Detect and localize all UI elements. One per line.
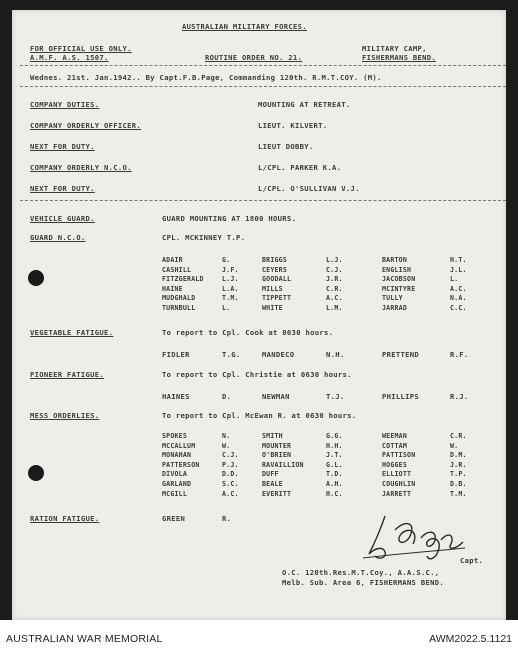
initial: T.M. (222, 294, 239, 303)
name: JARRETT (382, 489, 412, 498)
guard-surnames (162, 256, 204, 314)
initial: D.M. (450, 451, 467, 460)
ration-fatigue-label: RATION FATIGUE. (30, 514, 100, 523)
initial: N.H. (326, 350, 345, 359)
initial: N.A. (450, 294, 467, 303)
name: HOGGES (382, 460, 408, 469)
punch-hole (28, 270, 44, 286)
duty-label: COMPANY DUTIES. (30, 100, 100, 109)
name: COTTAM (382, 441, 408, 450)
name: PATTISON (382, 451, 416, 460)
signatory-location: Melb. Sub. Area 6, FISHERMANS BEND. (282, 578, 444, 587)
initial: J.R. (450, 460, 467, 469)
initial: T.M. (450, 489, 467, 498)
vehicle-guard-value: GUARD MOUNTING AT 1800 HOURS. (162, 214, 297, 223)
name: O'BRIEN (262, 451, 292, 460)
date-line: Wednes. 21st. Jan.1942.. By Capt.F.B.Page, Commanding 120th. R.M.T.COY. (M). (30, 73, 382, 82)
initial: D.D. (222, 470, 239, 479)
vehicle-guard-label: VEHICLE GUARD. (30, 214, 95, 223)
initial: A.C. (450, 284, 467, 293)
name: TURNBULL (162, 303, 196, 312)
initial: G. (222, 256, 231, 264)
name: MCGILL (162, 489, 188, 498)
name: PHILLIPS (382, 392, 420, 401)
mess-orderlies-label: MESS ORDERLIES. (30, 411, 100, 420)
vegetable-fatigue-instruction: To report to Cpl. Cook at 0630 hours. (162, 328, 334, 337)
name: JACOBSON (382, 275, 416, 284)
name: GARLAND (162, 479, 192, 488)
vegetable-fatigue-label: VEGETABLE FATIGUE. (30, 328, 114, 337)
initial: T.D. (326, 470, 343, 479)
initial: C.J. (326, 265, 343, 274)
initial: L. (450, 275, 459, 284)
name: CASHILL (162, 265, 192, 274)
name: PATTERSON (162, 460, 200, 469)
handwritten-signature (355, 508, 475, 568)
initial: J.R. (326, 275, 343, 284)
name: FITZGERALD (162, 275, 204, 284)
name: COUGHLIN (382, 479, 416, 488)
name: JARRAD (382, 303, 408, 312)
mess-initials (450, 432, 467, 499)
name: BARTON (382, 256, 408, 264)
name: TULLY (382, 294, 403, 303)
guard-surnames (382, 256, 415, 314)
name: TIPPETT (262, 294, 292, 303)
initial: S.C. (222, 479, 239, 488)
name: DUFF (262, 470, 279, 479)
form-number: A.M.F. A.S. 1507. (30, 53, 109, 62)
name: CEYERS (262, 265, 288, 274)
document-title: AUSTRALIAN MILITARY FORCES. (182, 22, 307, 31)
name: ELLIOTT (382, 470, 412, 479)
initial: T.G. (222, 350, 241, 359)
name: HAINE (162, 284, 183, 293)
pioneer-fatigue-instruction: To report to Cpl. Christie at 0630 hours. (162, 370, 352, 379)
initial: C.R. (326, 284, 343, 293)
name: BRIGGS (262, 256, 288, 264)
initial: C.C. (450, 303, 467, 312)
initial: T.J. (326, 392, 345, 401)
name: HAINES (162, 392, 190, 401)
name: MANDECO (262, 350, 295, 359)
initial: R.J. (450, 392, 469, 401)
initial: J.F. (222, 265, 239, 274)
name: DIVOLA (162, 470, 188, 479)
mess-surnames (262, 432, 304, 499)
initial: L.A. (222, 284, 239, 293)
name: BEALE (262, 479, 283, 488)
name: SMITH (262, 432, 283, 440)
initial: H.C. (326, 489, 343, 498)
initial: C.J. (222, 451, 239, 460)
initial: J.T. (326, 451, 343, 460)
name: MILLS (262, 284, 283, 293)
name: MONAHAN (162, 451, 192, 460)
initial: C.R. (450, 432, 467, 440)
initial: L.J. (326, 256, 343, 264)
name: ADAIR (162, 256, 183, 264)
guard-initials (326, 256, 343, 314)
duty-label: NEXT FOR DUTY. (30, 184, 95, 193)
name: MCCALLUM (162, 441, 196, 450)
signatory-rank: Capt. (460, 556, 484, 565)
name: FIDLER (162, 350, 190, 359)
initial: N. (222, 432, 231, 440)
initial: D. (222, 392, 232, 401)
initial: R. (222, 514, 232, 523)
name: SPOKES (162, 432, 188, 440)
initial: L.M. (326, 303, 343, 312)
mess-initials (326, 432, 343, 499)
divider (20, 65, 506, 66)
initial: A.C. (326, 294, 343, 303)
name: PRETTEND (382, 350, 420, 359)
archive-reference: AWM2022.5.1121 (429, 633, 512, 645)
initial: T.P. (450, 470, 467, 479)
guard-nco-label: GUARD N.C.O. (30, 233, 86, 242)
name: GREEN (162, 514, 186, 523)
mess-surnames (162, 432, 200, 499)
routine-order-number: ROUTINE ORDER NO. 21. (205, 53, 303, 62)
name: ENGLISH (382, 265, 412, 274)
initial: H.T. (450, 256, 467, 264)
initial: P.J. (222, 460, 239, 469)
duty-value: L/CPL. O'SULLIVAN V.J. (258, 184, 360, 193)
initial: L. (222, 303, 231, 312)
duty-label: NEXT FOR DUTY. (30, 142, 95, 151)
punch-hole (28, 465, 44, 481)
pioneer-fatigue-label: PIONEER FATIGUE. (30, 370, 105, 379)
official-use-label: FOR OFFICIAL USE ONLY. (30, 44, 132, 53)
camp-location: FISHERMANS BEND. (362, 53, 437, 62)
signatory-unit: O.C. 120th.Res.M.T.Coy., A.A.S.C., (282, 568, 440, 577)
initial: L.J. (222, 275, 239, 284)
archive-name: AUSTRALIAN WAR MEMORIAL (6, 633, 163, 645)
initial: D.B. (450, 479, 467, 488)
mess-surnames (382, 432, 415, 499)
mess-initials (222, 432, 239, 499)
guard-initials (222, 256, 239, 314)
divider (20, 200, 506, 201)
duty-label: COMPANY ORDERLY OFFICER. (30, 121, 142, 130)
name: RAVAILLION (262, 460, 304, 469)
name: GOODALL (262, 275, 292, 284)
guard-surnames (262, 256, 291, 314)
initial: W. (450, 441, 459, 450)
initial: A.C. (222, 489, 239, 498)
archive-footer (0, 620, 518, 653)
mess-orderlies-instruction: To report to Cpl. McEwan R. at 0630 hours. (162, 411, 357, 420)
initial: H.H. (326, 441, 343, 450)
name: NEWMAN (262, 392, 290, 401)
name: EVERITT (262, 489, 292, 498)
duty-value: MOUNTING AT RETREAT. (258, 100, 351, 109)
guard-initials (450, 256, 467, 314)
name: MCINTYRE (382, 284, 416, 293)
duty-label: COMPANY ORDERLY N.C.O. (30, 163, 132, 172)
name: WEEMAN (382, 432, 408, 440)
initial: A.H. (326, 479, 343, 488)
name: WHITE (262, 303, 283, 312)
initial: J.L. (450, 265, 467, 274)
name: MOUNTER (262, 441, 292, 450)
duty-value: LIEUT DOBBY. (258, 142, 314, 151)
initial: R.F. (450, 350, 469, 359)
initial: G.G. (326, 432, 343, 440)
duty-value: L/CPL. PARKER K.A. (258, 163, 342, 172)
duty-value: LIEUT. KILVERT. (258, 121, 328, 130)
initial: W. (222, 441, 231, 450)
name: MUDGHALD (162, 294, 196, 303)
camp-name: MILITARY CAMP, (362, 44, 427, 53)
divider (20, 86, 506, 87)
initial: G.L. (326, 460, 343, 469)
guard-nco-value: CPL. MCKINNEY T.P. (162, 233, 246, 242)
